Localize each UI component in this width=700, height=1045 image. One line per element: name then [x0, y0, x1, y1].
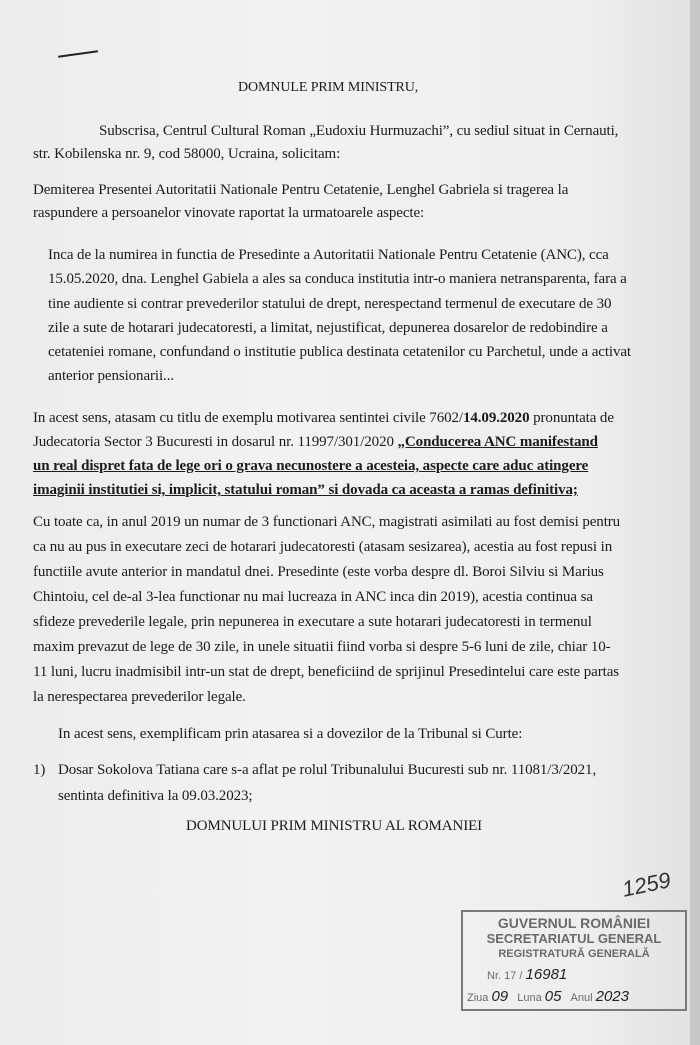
para4: In acest sens, exemplificam prin atasarea si a dovezilor de la Tribunal si Curte: — [58, 726, 523, 742]
intro-line-2: str. Kobilenska nr. 9, cod 58000, Ucraina, solicitam: — [33, 146, 341, 162]
list-item-line-1: Dosar Sokolova Tatiana care s-a aflat pe rolul Tribunalului Bucuresti sub nr. 11081/3/2021, — [58, 762, 597, 778]
para2-quote-line-3: un real dispret fata de lege ori o grava necunostere a acesteia, aspecte care aduc atingere — [33, 458, 589, 474]
para3-line-7: 11 luni, lucru inadmisibil intr-un stat de drept, beneficiind de sprijinul Presedintelui care este partas — [33, 664, 619, 680]
stamp-luna-label: Luna — [517, 992, 542, 1004]
stamp-line-3: REGISTRATURĂ GENERALĂ — [498, 948, 650, 960]
para2-text-end: pronuntata de — [529, 410, 614, 426]
sentence-date: 14.09.2020 — [462, 410, 530, 426]
para1-line-4: zile a sute de hotarari judecatoresti, a limitat, nejustificat, depunerea dosarelor de redobindire a — [48, 320, 608, 336]
para1-line-3: tine audiente si contrar prevederilor statului de drept, nerespectand termenul de executare de 30 — [48, 296, 612, 312]
list-item-line-2: sentinta definitiva la 09.03.2023; — [58, 788, 253, 804]
stamp-ziua-value: 09 — [491, 988, 509, 1005]
quote-start: „Conducerea ANC manifestand — [397, 434, 598, 450]
heading: DOMNULE PRIM MINISTRU, — [238, 80, 419, 95]
para2-quote-line-4: imaginii institutiei si, implicit, statului roman” si dovada ca aceasta a ramas definitiva; — [33, 482, 578, 498]
stamp-date-row — [467, 988, 681, 1005]
para3-line-5: sfideze prevederile legale, prin nepunerea in executare a sute hotarari judecatoresti in termenul — [33, 614, 592, 630]
list-number: 1) — [33, 762, 46, 778]
handwritten-number: 1259 — [619, 867, 673, 902]
stamp-line-1: GUVERNUL ROMÂNIEI — [497, 915, 651, 931]
para2-line-2 — [33, 432, 598, 452]
para1-line-6: anterior pensionarii... — [48, 368, 174, 384]
para1-line-1: Inca de la numirea in functia de Presedinte a Autoritatii Nationale Pentru Cetatenie (ANC), cca — [48, 247, 609, 263]
request-line-2: raspundere a persoanelor vinovate raportat la urmatoarele aspecte: — [33, 205, 425, 221]
para2-dosar: Judecatoria Sector 3 Bucuresti in dosarul nr. 11997/301/2020 — [33, 434, 398, 450]
page-edge — [690, 0, 700, 1045]
stamp-nr-prefix: 17 / — [504, 970, 523, 982]
request-line-1: Demiterea Presentei Autoritatii Nationale Pentru Cetatenie, Lenghel Gabriela si tragerea la — [33, 182, 569, 198]
para2-text: In acest sens, atasam cu titlu de exemplu motivarea sentintei civile 7602/ — [33, 410, 463, 426]
para3-line-8: la nerespectarea prevederilor legale. — [33, 689, 246, 705]
stamp-nr-row — [487, 966, 567, 983]
para2-line-1 — [33, 408, 614, 428]
para3-line-1: Cu toate ca, in anul 2019 un numar de 3 functionari ANC, magistrati asimilati au fost demisi pentru — [33, 514, 621, 530]
stamp-anul-value: 2023 — [595, 988, 629, 1005]
stamp-anul-label: Anul — [570, 992, 593, 1004]
para1-line-5: cetateniei romane, confundand o institutie publica destinata cetatenilor cu Parchetul, unde a activat — [48, 344, 632, 360]
stamp-line-2: SECRETARIATUL GENERAL — [486, 931, 662, 946]
para3-line-4: Chintoiu, cel de-al 3-lea functionar nu mai lucreaza in ANC inca din 2019), acestia continua sa — [33, 589, 593, 605]
stamp-nr-label: Nr. — [487, 970, 502, 982]
stamp-ziua-label: Ziua — [467, 992, 489, 1004]
para3-line-3: functiile avute anterior in mandatul dnei. Presedinte (este vorba despre dl. Boroi Silviu si Marius — [33, 564, 604, 580]
closing-addressee: DOMNULUI PRIM MINISTRU AL ROMANIEI — [186, 818, 483, 834]
para3-line-6: maxim prevazut de lege de 30 zile, in unele situatii fiind vorba si despre 5-6 luni de zile, chiar 10- — [33, 639, 611, 655]
registration-stamp — [461, 910, 687, 1011]
stamp-luna-value: 05 — [544, 988, 562, 1005]
para3-line-2: ca nu au pus in executare zeci de hotarari judecatoresti (atasam sesizarea), acestia au fost repusi in — [33, 539, 613, 555]
intro-line-1: Subscrisa, Centrul Cultural Roman „Eudoxiu Hurmuzachi”, cu sediul situat in Cernauti, — [99, 123, 619, 139]
stamp-nr-value: 16981 — [525, 966, 568, 983]
para1-line-2: 15.05.2020, dna. Lenghel Gabiela a ales sa conduca institutia intr-o maniera netransparenta, fara a — [48, 271, 627, 287]
